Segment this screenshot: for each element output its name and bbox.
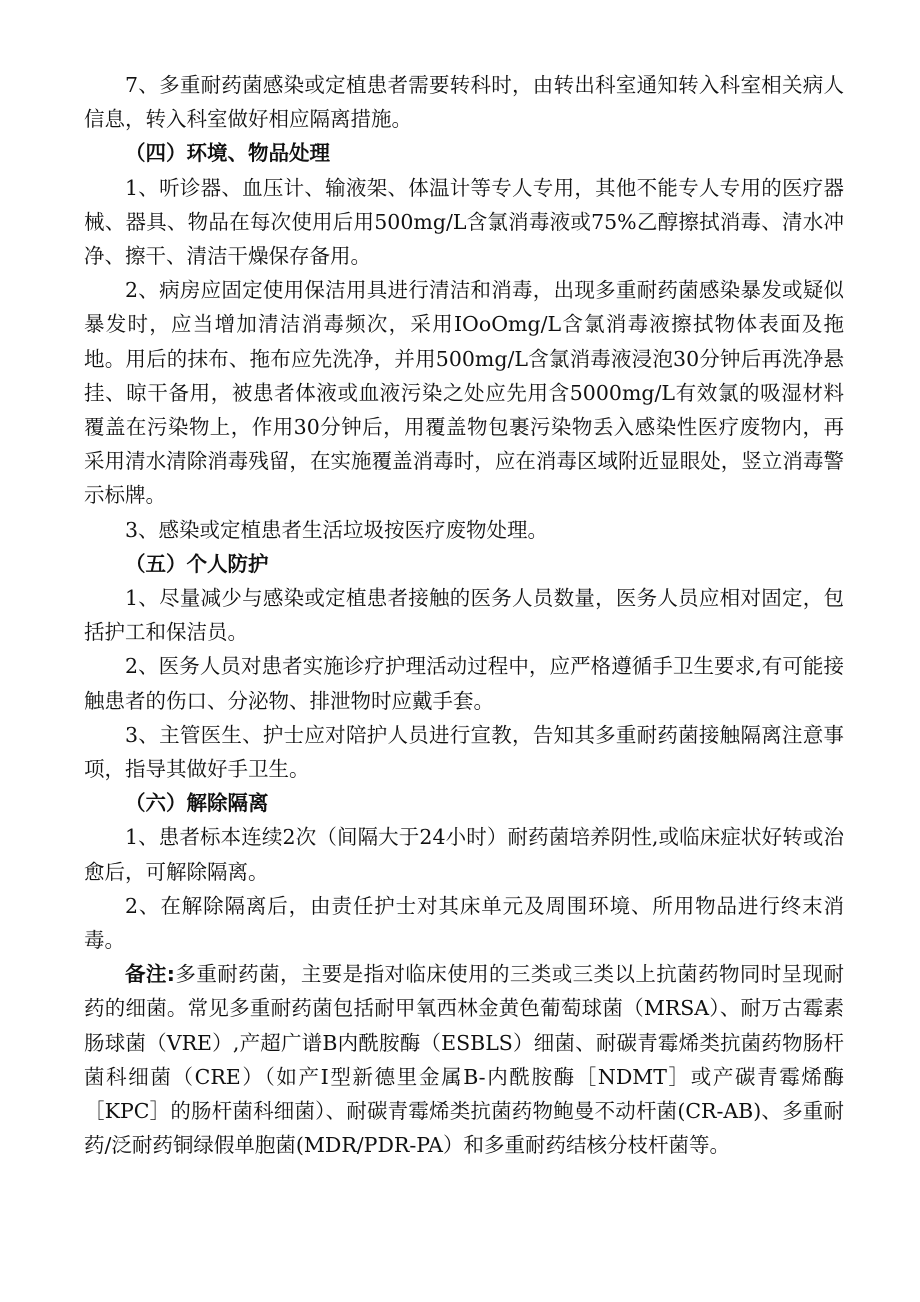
paragraph-release-2: 2、在解除隔离后，由责任护士对其床单元及周围环境、所用物品进行终末消毒。: [84, 893, 844, 953]
section-heading-protection: （五）个人防护: [125, 551, 269, 576]
section-heading-environment: （四）环境、物品处理: [125, 141, 330, 166]
paragraph-env-3: 3、感染或定植患者生活垃圾按医疗废物处理。: [125, 517, 549, 542]
paragraph-note: [84, 957, 844, 1162]
section-heading-release: （六）解除隔离: [125, 791, 269, 816]
note-label: 备注:: [125, 962, 176, 987]
paragraph-release-1: 1、患者标本连续2次（间隔大于24小时）耐药菌培养阴性,或临床症状好转或治愈后，可解除隔离。: [84, 825, 844, 884]
paragraph-protection-2: 2、医务人员对患者实施诊疗护理活动过程中，应严格遵循手卫生要求,有可能接触患者的伤口、分泌物、排泄物时应戴手套。: [84, 654, 844, 713]
paragraph-protection-1: 1、尽量减少与感染或定植患者接触的医务人员数量，医务人员应相对固定，包括护工和保洁员。: [84, 586, 844, 645]
note-text: 多重耐药菌，主要是指对临床使用的三类或三类以上抗菌药物同时呈现耐药的细菌。常见多重耐药菌包括耐甲氧西林金黄色葡萄球菌（MRSA）、耐万古霉素肠球菌（VRE）,产超广谱B内酰胺酶（ESBLS）细菌、耐碳青霉烯类抗菌药物肠杆菌科细菌（CRE）（如产I型新德里金属B-内酰胺酶［NDMT］或产碳青霉烯酶［KPC］的肠杆菌科细菌）、耐碳青霉烯类抗菌药物鲍曼不动杆菌(CR-AB)、多重耐药/泛耐药铜绿假单胞菌(MDR/PDR-PA）和多重耐药结核分枝杆菌等。: [84, 962, 844, 1158]
document-page: [84, 68, 844, 1163]
paragraph-transfer-notice: 7、多重耐药菌感染或定植患者需要转科时，由转出科室通知转入科室相关病人信息，转入科室做好相应隔离措施。: [84, 73, 844, 132]
paragraph-protection-3: 3、主管医生、护士应对陪护人员进行宣教，告知其多重耐药菌接触隔离注意事项，指导其做好手卫生。: [84, 722, 844, 782]
paragraph-env-1: 1、听诊器、血压计、输液架、体温计等专人专用，其他不能专人专用的医疗器械、器具、物品在每次使用后用500mg/L含氯消毒液或75%乙醇擦拭消毒、清水冲净、擦干、清洁干燥保存备用。: [84, 175, 844, 269]
paragraph-env-2: 2、病房应固定使用保洁用具进行清洁和消毒，出现多重耐药菌感染暴发或疑似暴发时，应当增加清洁消毒频次，采用IOoOmg/L含氯消毒液擦拭物体表面及拖地。用后的抹布、拖布应先洗净，并用500mg/L含氯消毒液浸泡30分钟后再洗净悬挂、晾干备用，被患者体液或血液污染之处应先用含5000mg/L有效氯的吸湿材料覆盖在污染物上，作用30分钟后，用覆盖物包裹污染物丢入感染性医疗废物内，再采用清水清除消毒残留，在实施覆盖消毒时，应在消毒区域附近显眼处，竖立消毒警示标牌。: [84, 278, 844, 508]
